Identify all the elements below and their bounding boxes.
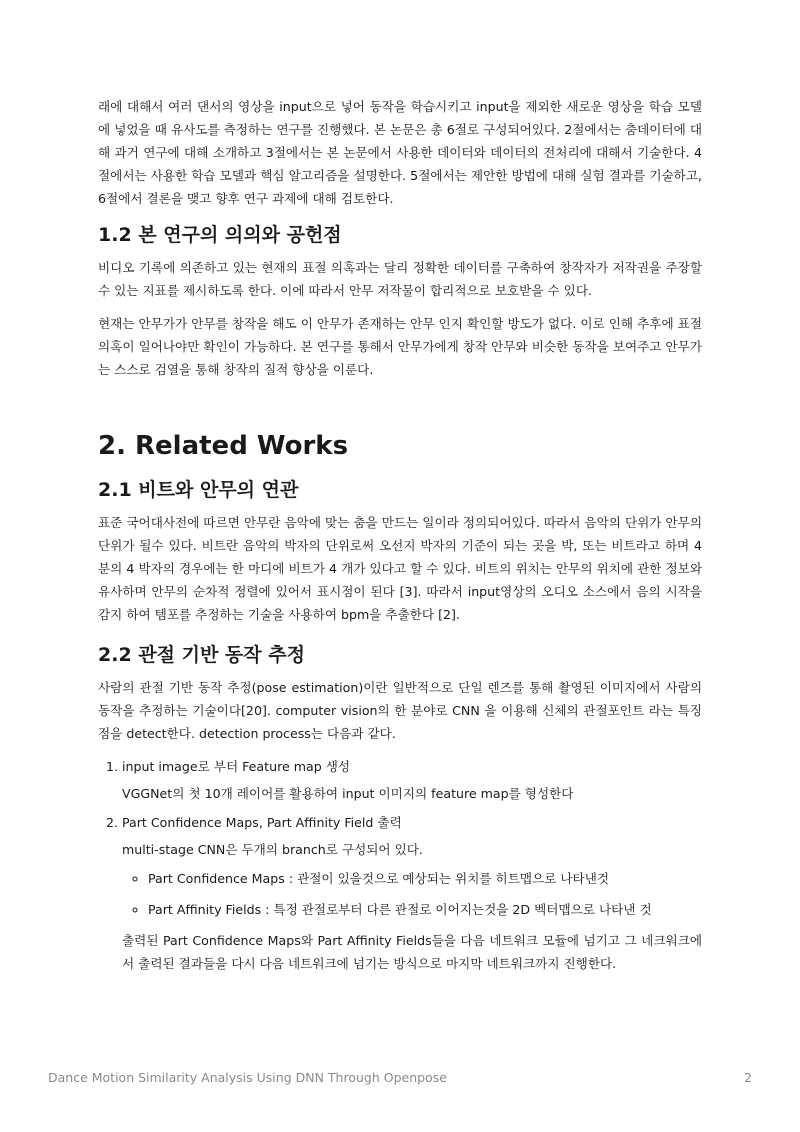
branch-bullet-list	[122, 867, 702, 921]
section-2-heading: 2. Related Works	[98, 431, 349, 461]
list-item	[122, 755, 702, 805]
list-item: ◦ Part Affinity Fields : 특정 관절로부터 다른 관절로 이어지는것을 2D 벡터맵으로 나타낸 것	[148, 898, 702, 921]
section-1-2-heading: 1.2 본 연구의 의의와 공헌점	[98, 224, 342, 246]
step-1-description: VGGNet의 첫 10개 레이어를 활용하여 input 이미지의 feature map를 형성한다	[122, 786, 574, 801]
step-1-title: input image로 부터 Feature map 생성	[122, 759, 351, 774]
section-1-2-paragraph-2: 현재는 안무가가 안무를 창작을 해도 이 안무가 존재하는 안무 인지 확인할 방도가 없다. 이로 인해 추후에 표절 의혹이 일어나야만 확인이 가능하다. 본 연구를 통해서 안무가에게 창작 안무와 비슷한 동작을 보여주고 안무가는 스스로 검열을 통해 창작의 질적 향상을 이룬다.	[98, 316, 702, 377]
footer-title: Dance Motion Similarity Analysis Using DNN Through Openpose	[48, 1070, 447, 1085]
page-footer	[48, 1070, 752, 1085]
section-2-2-heading: 2.2 관절 기반 동작 추정	[98, 644, 305, 666]
page-number: 2	[744, 1070, 752, 1085]
section-2-1-paragraph: 표준 국어대사전에 따르면 안무란 음악에 맞는 춤을 만드는 일이라 정의되어있다. 따라서 음악의 단위가 안무의 단위가 될수 있다. 비트란 음악의 박자의 단위로써 오선지 박자의 기준이 되는 곳을 박, 또는 비트라고 하며 4 분의 4 박자의 경우에는 한 마디에 비트가 4 개가 있다고 할 수 있다. 비트의 위치는 안무의 위치에 관한 정보와 유사하며 안무의 순차적 정렬에 있어서 표시점이 된다 [3]. 따라서 input영상의 오디오 소스에서 음의 시작을 감지 하여 템포를 추정하는 기술을 사용하여 bpm을 추출한다 [2].	[98, 515, 702, 622]
intro-paragraph: 래에 대해서 여러 댄서의 영상을 input으로 넣어 동작을 학습시키고 input을 제외한 새로운 영상을 학습 모델에 넣었을 때 유사도를 측정하는 연구를 진행했다. 본 논문은 총 6절로 구성되어있다. 2절에서는 춤데이터에 대해 과거 연구에 대해 소개하고 3절에서는 본 논문에서 사용한 데이터와 데이터의 전처리에 대해서 기술한다. 4절에서는 사용한 학습 모델과 핵심 알고리즘을 설명한다. 5절에서는 제안한 방법에 대해 실험 결과를 기술하고, 6절에서 결론을 맺고 향후 연구 과제에 대해 검토한다.	[98, 99, 702, 206]
list-item	[122, 811, 702, 975]
section-2-1-heading: 2.1 비트와 안무의 연관	[98, 479, 299, 501]
list-item: ◦ Part Confidence Maps : 관절이 있을것으로 예상되는 위치를 히트맵으로 나타낸것	[148, 867, 702, 890]
step-2-after-paragraph: 출력된 Part Confidence Maps와 Part Affinity Fields들을 다음 네트워크 모듈에 넘기고 그 네크워크에서 출력된 결과들을 다시 다음 네트워크에 넘기는 방식으로 마지막 네트워크까지 진행한다.	[122, 933, 702, 971]
step-2-description: multi-stage CNN은 두개의 branch로 구성되어 있다.	[122, 842, 423, 857]
step-2-title: Part Confidence Maps, Part Affinity Field 출력	[122, 815, 402, 830]
page-body	[98, 95, 702, 981]
section-1-2-paragraph-1: 비디오 기록에 의존하고 있는 현재의 표절 의혹과는 달리 정확한 데이터를 구축하여 창작자가 저작권을 주장할 수 있는 지표를 제시하도록 한다. 이에 따라서 안무 저작물이 합리적으로 보호받을 수 있다.	[98, 260, 702, 298]
section-2-2-paragraph: 사람의 관절 기반 동작 추정(pose estimation)이란 일반적으로 단일 렌즈를 통해 촬영된 이미지에서 사람의 동작을 추정하는 기술이다[20]. computer vision의 한 분야로 CNN 을 이용해 신체의 관절포인트 라는 특징점을 detect한다. detection process는 다음과 같다.	[98, 680, 702, 741]
detection-steps-list	[98, 755, 702, 975]
